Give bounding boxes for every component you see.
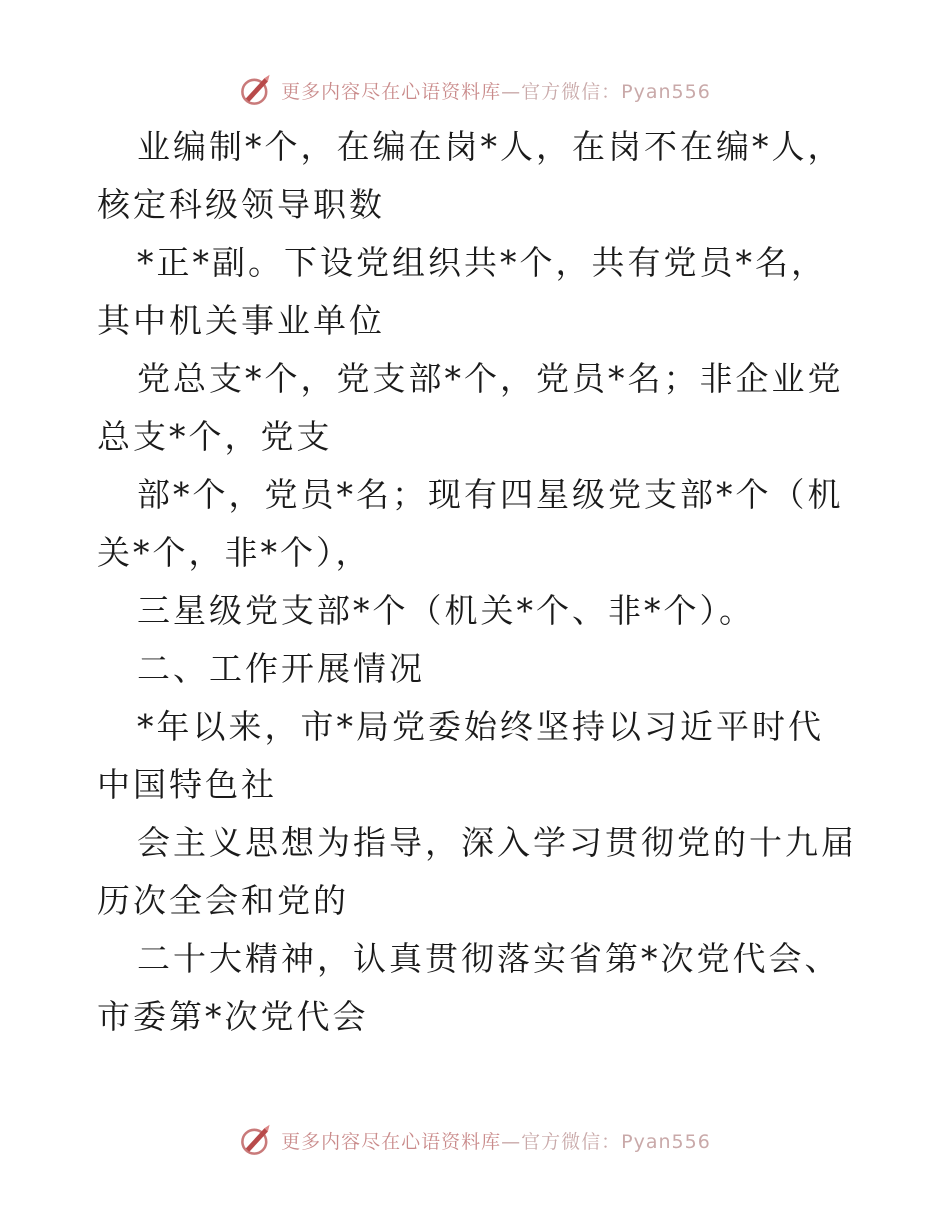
section-heading: 二、工作开展情况 — [137, 649, 425, 688]
footer-watermark — [0, 1120, 950, 1160]
header-watermark — [0, 70, 950, 110]
watermark-rest: —官方微信：Pyan556 — [501, 80, 711, 103]
paragraph: *正*副。下设党组织共*个，共有党员*名，其中机关事业单位 — [97, 243, 827, 340]
document-body — [97, 118, 857, 1046]
paragraph: *年以来，市*局党委始终坚持以习近平时代中国特色社 — [97, 707, 824, 804]
paragraph: 会主义思想为指导，深入学习贯彻党的十九届历次全会和党的 — [97, 823, 857, 920]
paragraph: 二十大精神，认真贯彻落实省第*次党代会、市委第*次党代会 — [97, 939, 841, 1036]
paragraph: 党总支*个，党支部*个，党员*名；非企业党总支*个，党支 — [97, 359, 844, 456]
paragraph: 部*个，党员*名；现有四星级党支部*个（机关*个，非*个）， — [97, 475, 844, 572]
quill-logo-icon — [239, 73, 273, 107]
watermark-rest: —官方微信：Pyan556 — [501, 1130, 711, 1153]
paragraph: 三星级党支部*个（机关*个、非*个）。 — [137, 591, 755, 630]
watermark-lead: 更多内容尽在心语资料库 — [281, 1130, 502, 1153]
quill-logo-icon — [239, 1123, 273, 1157]
paragraph: 业编制*个，在编在岗*人，在岗不在编*人，核定科级领导职数 — [97, 127, 844, 224]
watermark-lead: 更多内容尽在心语资料库 — [281, 80, 502, 103]
